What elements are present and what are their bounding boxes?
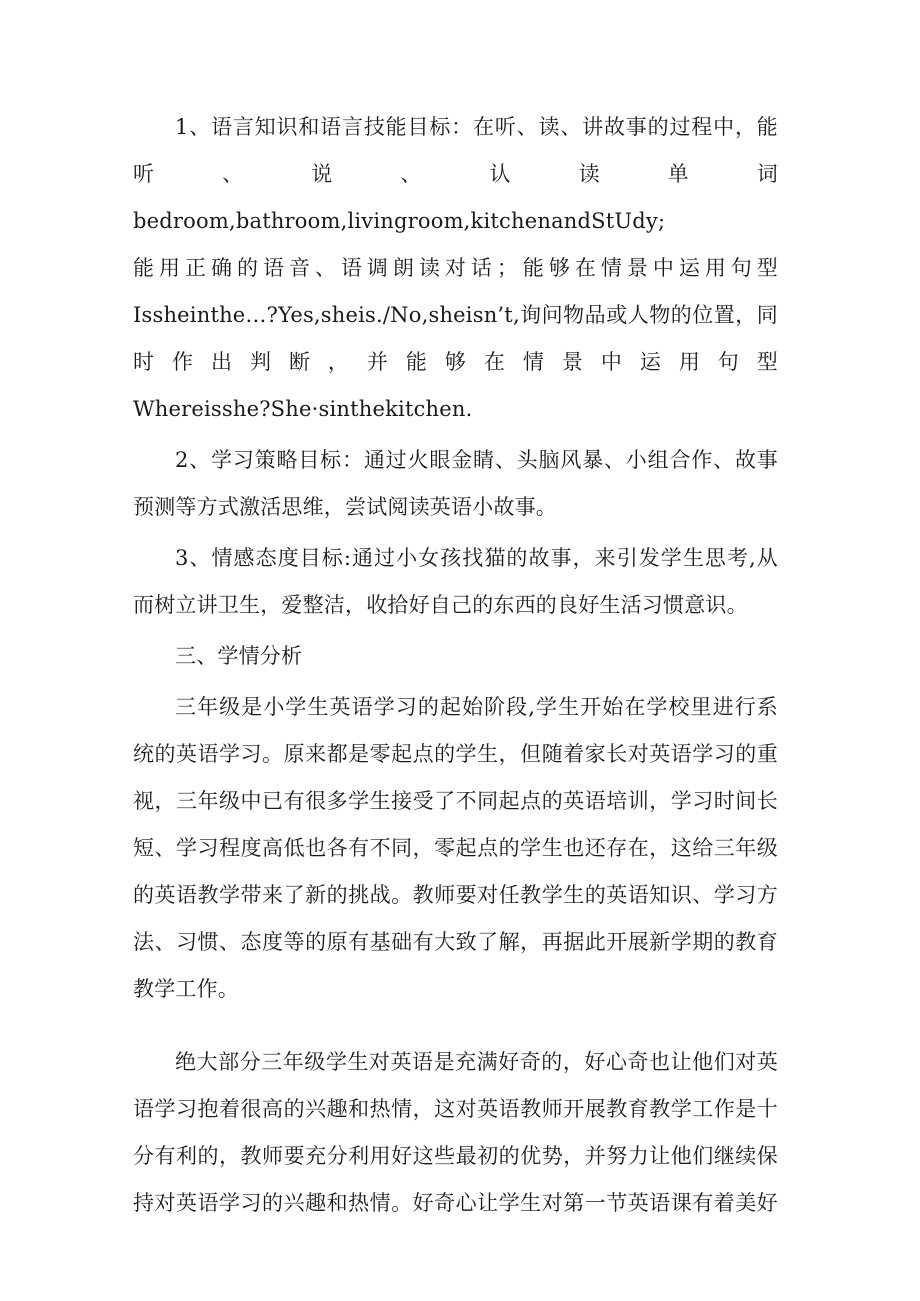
text-line: 预测等方式激活思维，尝试阅读英语小故事。	[133, 495, 557, 519]
paragraph-analysis-2	[133, 1039, 778, 1227]
text-line: 分有利的，教师要充分利用好这些最初的优势，并努力让他们继续保	[133, 1144, 778, 1168]
paragraph-emotion-goal	[133, 535, 778, 629]
text-line: Whereisshe?She·sinthekitchen.	[133, 397, 473, 421]
text-line: 1、语言知识和语言技能目标：在听、读、讲故事的过程中，能	[175, 115, 778, 139]
text-line: 而树立讲卫生，爱整洁，收拾好自己的东西的良好生活习惯意识。	[133, 593, 748, 617]
text-line: 统的英语学习。原来都是零起点的学生，但随着家长对英语学习的重	[133, 742, 778, 766]
heading-text: 三、学情分析	[175, 644, 303, 668]
text-line: 2、学习策略目标：通过火眼金睛、头脑风暴、小组合作、故事	[175, 448, 778, 472]
text-line: 视，三年级中已有很多学生接受了不同起点的英语培训，学习时间长	[133, 789, 778, 813]
text-line: 三年级是小学生英语学习的起始阶段,学生开始在学校里进行系	[175, 695, 778, 719]
text-line: 听、说、认读单词bedroom,bathroom,livingroom,kitchenandStUdy;	[133, 162, 778, 233]
paragraph-strategy-goal	[133, 437, 778, 531]
section-heading	[133, 633, 778, 680]
text-line: 3、情感态度目标:通过小女孩找猫的故事，来引发学生思考,从	[175, 546, 778, 570]
text-line: 的英语教学带来了新的挑战。教师要对任教学生的英语知识、学习方	[133, 883, 778, 907]
text-line: 短、学习程度高低也各有不同，零起点的学生也还存在，这给三年级	[133, 836, 778, 860]
text-line: Issheinthe…?Yes,sheis./No,sheisn’t,询问物品或人物的位置，同	[133, 303, 778, 327]
text-line: 教学工作。	[133, 977, 239, 1001]
paragraph-analysis-1	[133, 684, 778, 1013]
text-line: 法、习惯、态度等的原有基础有大致了解，再据此开展新学期的教育	[133, 930, 778, 954]
paragraph-language-goal	[133, 104, 778, 433]
text-line: 绝大部分三年级学生对英语是充满好奇的，好心奇也让他们对英	[175, 1050, 778, 1074]
text-line: 语学习抱着很高的兴趣和热情，这对英语教师开展教育教学工作是十	[133, 1097, 778, 1121]
text-line: 持对英语学习的兴趣和热情。好奇心让学生对第一节英语课有着美好	[133, 1191, 778, 1215]
text-line: 能用正确的语音、语调朗读对话；能够在情景中运用句型	[133, 256, 778, 280]
document-body	[133, 104, 778, 1227]
text-line: 时作出判断，并能够在情景中运用句型	[133, 350, 778, 374]
